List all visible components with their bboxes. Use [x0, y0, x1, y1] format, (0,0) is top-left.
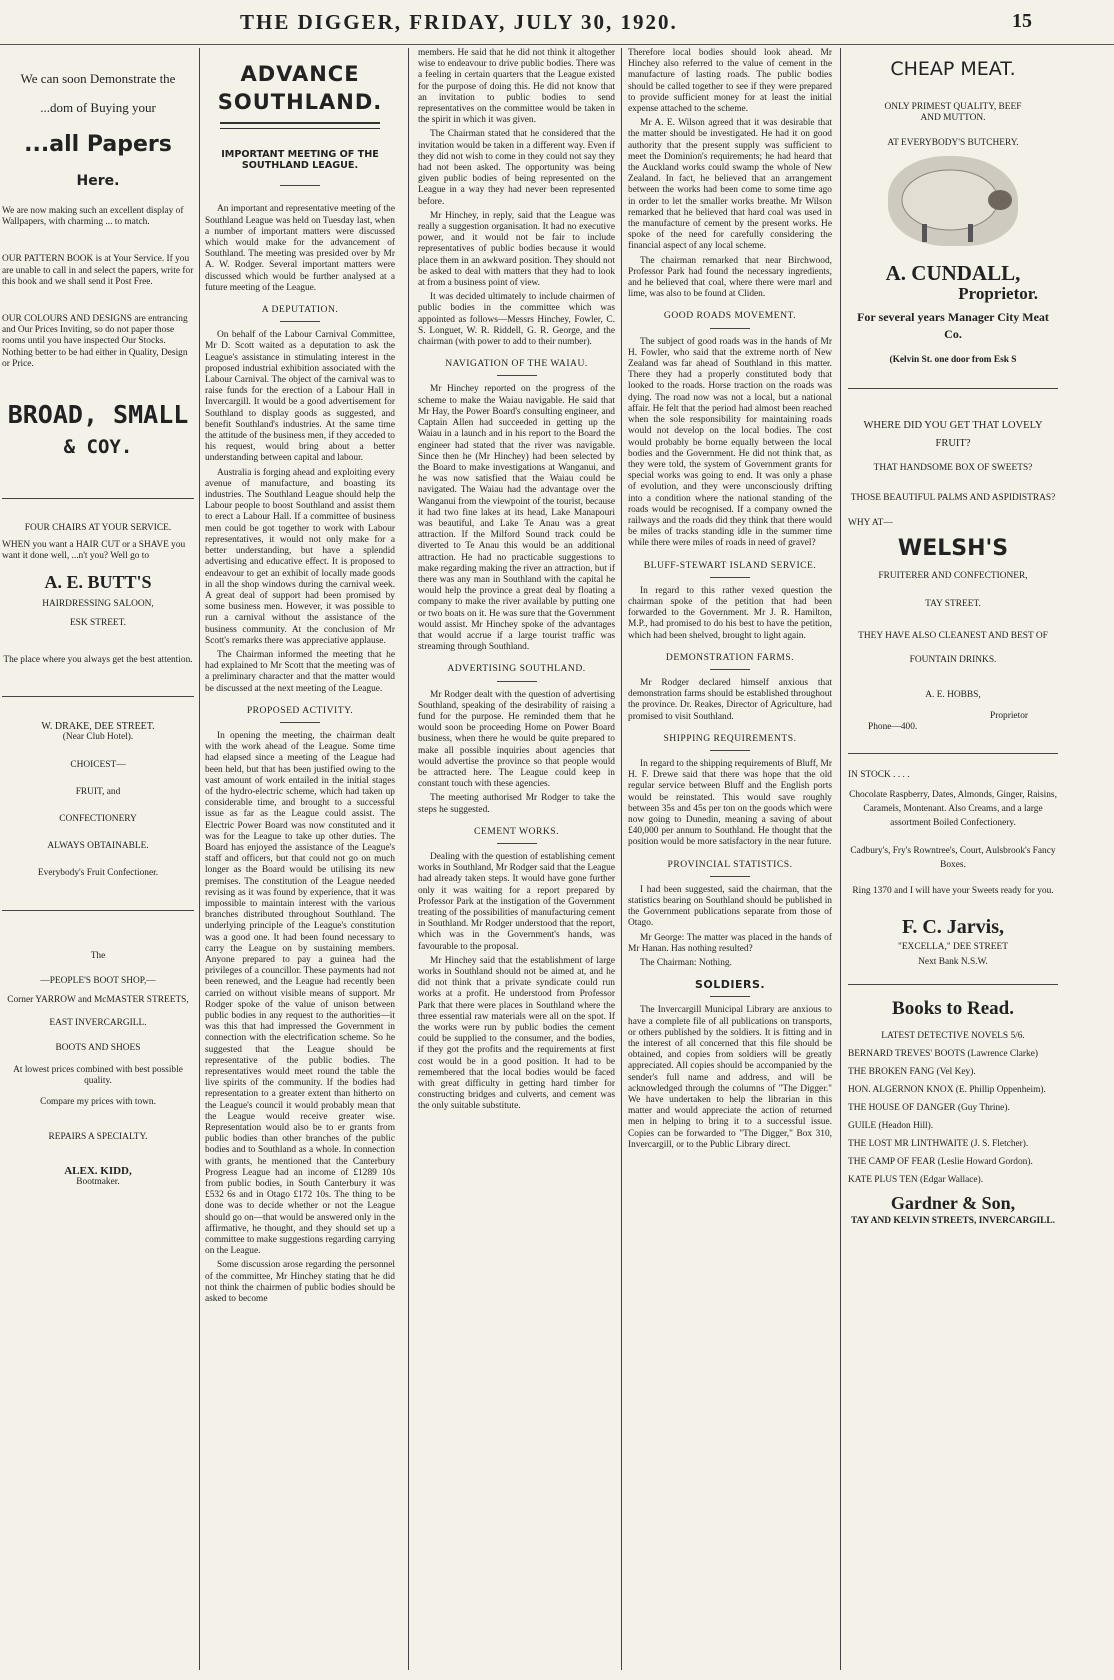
meat-ad-line: AT EVERYBODY'S BUTCHERY.: [887, 138, 1019, 149]
kidd-ad-line: Bootmaker.: [76, 1176, 120, 1187]
article-paragraph: The subject of good roads was in the hands of Mr H. Fowler, who said that the extreme north of New Zealand was far ahead of Southland in this matter. There they had a properly constituted body that looked to the roads. Horse traction on the roads was dying. The road now was not a local, but a national affair. He felt that the period had almost been reached when the sole responsibility for maintaining roads would not develop on the local bodies. The cost would probably be borne equally between the local bodies and the Government. He did not think that, as they were told, the system of Government grants for special works was going to end. It was only a phase of evolution, and they were unconsciously drifting into a condition where the national standing of the roads would be recognised. If a company owned the railways and the roads did they think that there would be miles of tracks standing idle in the summer time while there were miles of roads in need of gravel?: [628, 336, 832, 549]
section-heading: GOOD ROADS MOVEMENT.: [663, 310, 797, 322]
welsh-ad-line: THOSE BEAUTIFUL PALMS AND ASPIDISTRAS?: [850, 493, 1056, 504]
meat-ad-proprietor: Proprietor.: [958, 283, 1038, 303]
divider: [497, 375, 537, 376]
masthead-title: THE DIGGER, FRIDAY, JULY 30, 1920.: [240, 10, 678, 34]
article-paragraph: In opening the meeting, the chairman dealt with the work ahead of the League. Some time had elapsed since a meeting of the League had been held, but that has been justified owing to the vast amount of work entailed in the initial stages of the hydro-electric scheme, which had taken up considerable time, and brought to a successful issue as far as the League could assist. The Electric Power Board was now constituted and it was for the League to take up other duties. The Board has enjoyed the assistance of the League's staff and officers, but that could not go on much longer as the Board would be utilising its new premises. The constitution of the League needed revising as it was found by experience, that it was impossible to maintain interest with the various branches distributed throughout Southland. The underlying principle of the League's constitution was a good one. It had been found necessary to carry the League on by sustaining members. Anyone prepared to pay a guinea had the privileges of a councillor. These payments had not been renewed, and the League had recently been carried on without visible means of support. Mr Rodger spoke of the value of unison between public bodies in any request to the authorities—it was this that had impressed the Government in connection with the electrification scheme. So he suggested that the League should be representative of the public bodies. The representatives would meet round the table the live spirits of the community. If the bodies had representation to a greater extent than hitherto on the League's council it would probably mean that the League would receive greater wise. Representation would also be to er grants from public bodies than other branches of the public bodies and to Southland as a whole. In connection with grants, he mentioned that the Canterbury Progress League had an income of £1289 10s from public bodies, in South Canterbury it was £532 6s and in Otago £172 10s. The thing to be done was to decide whether or not the League should go on—that would be answered only in the affirmative, he thought, and they should set up a committee to make suggestions regarding carrying on the League.: [205, 730, 395, 1257]
page-number: 15: [1012, 10, 1032, 32]
article-paragraph: The Chairman: Nothing.: [640, 958, 732, 969]
article-paragraph: It was decided ultimately to include chairmen of public bodies in the committee which was appointed as follows—Messrs Hinchey, Fowler, C. S. Longuet, W. R. Riddell, G. R. George, and the chairman (with power to add to their number).: [418, 292, 615, 348]
welsh-ad-line: Proprietor: [989, 711, 1028, 722]
welsh-ad-line: TAY STREET.: [925, 598, 981, 609]
jarvis-ad-line: Ring 1370 and I will have your Sweets ready for you.: [852, 885, 1054, 896]
divider: [710, 669, 750, 670]
book-list-item: HON. ALGERNON KNOX (E. Phillip Oppenheim).: [848, 1085, 1046, 1096]
section-heading: SHIPPING REQUIREMENTS.: [663, 732, 797, 744]
divider: [710, 577, 750, 578]
ornament-rule: [220, 122, 380, 129]
kidd-ad-line: —PEOPLE'S BOOT SHOP,—: [40, 975, 156, 986]
divider: [280, 185, 320, 186]
welsh-ad-line: THAT HANDSOME BOX OF SWEETS?: [873, 463, 1033, 474]
meat-ad-line: ONLY PRIMEST QUALITY, BEEF AND MUTTON.: [884, 102, 1022, 124]
wallpaper-ad-text: OUR PATTERN BOOK is at Your Service. If you are unable to call in and select the papers, write for this book and we shall send it Post Free.: [2, 254, 194, 287]
sheep-icon: [888, 156, 1018, 246]
article-paragraph: Australia is forging ahead and exploiting every avenue of manufacture, and boasting its industries. The Southland League should help the Labour people to boost Southland and assist them to erect a Labour Hall. If a committee of business men could be got together to work with Labour representatives, it would not only make for a better understanding, but have a splendid advertising and educative effect. It is proposed to endeavour to get an exhibit of locally made goods in all the shop windows during the carnival week. A great deal of support had been promised by some business men. However, it was possible to run a carnival without the assistance of the business community. At the conclusion of Mr Scott's remarks there was appreciative applause.: [205, 467, 395, 646]
section-heading: SOLDIERS.: [694, 978, 766, 992]
divider: [2, 910, 194, 911]
butt-ad-tagline: The place where you always get the best attention.: [3, 655, 193, 666]
divider: [848, 388, 1058, 389]
meat-ad-line: (Kelvin St. one door from Esk S: [889, 354, 1017, 365]
books-ad-line: LATEST DETECTIVE NOVELS 5/6.: [881, 1031, 1025, 1042]
divider: [497, 681, 537, 682]
article-paragraph: An important and representative meeting of the Southland League was held on Tuesday last, when a number of important matters were discussed which would make for the advancement of Southland. The meeting was presided over by Mr A. W. Rodger. Several important matters were discussed which would be further analysed at a future meeting of the League.: [205, 204, 395, 293]
article-paragraph: Mr Hinchey reported on the progress of the scheme to make the Waiau navigable. He said that Mr Hay, the Power Board's consulting engineer, and Captain Allen had succeeded in getting up the Waiau in a launch and in his report to the Board the engineer had stated that the river was navigable. Since then he (Mr Hinchey) had been selected by the Board to make investigations at Wanganui, and he was now satisfied that the Waiau could be navigated. The Waiau had the advantage over the Wanganui from the viewpoint of the tourist, because it had two fine lakes at its head, Lake Manapouri was beautiful, and Lake Te Anau was a great attraction. If the Milford Sound track could be diverted to Te Anau this would be an additional attraction. He had no practicable suggestions to make regarding making the river an attraction, but if there was any man in Southland with the capital he would help the province a great deal by floating a company to make the river available by putting one or two boats on it. He was sure that the Government would assist. Mr Hinchey spoke of the advantages that would accrue if a large tourist traffic was streaming through Southland.: [418, 384, 615, 653]
wallpaper-ad-line: ...dom of Buying your: [40, 100, 156, 115]
wallpaper-ad-heading: ...all Papers: [24, 132, 172, 157]
jarvis-ad-line: Cadbury's, Fry's Rowntree's, Court, Aulsbrook's Fancy Boxes.: [850, 845, 1056, 870]
jarvis-ad-line: Chocolate Raspberry, Dates, Almonds, Ginger, Raisins, Caramels, Montenant. Also Creams, and a large assortment Boiled Confectionery.: [849, 789, 1057, 828]
book-list-item: KATE PLUS TEN (Edgar Wallace).: [848, 1175, 984, 1186]
meat-ad: [848, 54, 1058, 366]
article-paragraph: Mr Hinchey said that the establishment of large works in Southland should not be aimed at, and he did not think that a private syndicate could run works at a profit. He understood from Professor Park that there were places in Southland where the three essential raw materials were all on the spot. If the works were run by public bodies the cement could be supplied to the consumer, and the bodies, if they got the profits and the requirements at first cost would be in a good position. It had to be remembered that the local bodies would be faced with great difficulty in getting hard timber for constructing bridges and culverts, and cement was the only suitable substitute.: [418, 955, 615, 1112]
jarvis-ad-line: "EXCELLA," DEE STREET: [898, 941, 1008, 952]
column-5-ads: [848, 48, 1058, 1672]
column-3-article: [418, 48, 615, 1672]
article-paragraph: The Invercargill Municipal Library are anxious to have a complete file of all publications on transports, or others published by the soldiers. It is fitting and in the interest of all concerned that this file should be obtained, and copies from soldiers will be greatly appreciated. All copies should be accompanied by the sender's full name and address, and will be acknowledged through the columns of "The Digger." We have undertaken to help the librarian in this matter and would appreciate the action of returned men in helping to bring it to a successful issue. Copies can be forwarded to "The Digger," Box 310, Invercargill, or to the Public Library direct.: [628, 1005, 832, 1150]
kidd-ad-line: EAST INVERCARGILL.: [49, 1018, 147, 1029]
butt-ad-top: FOUR CHAIRS AT YOUR SERVICE.: [24, 523, 172, 534]
butt-ad: [2, 523, 194, 666]
divider: [497, 843, 537, 844]
welsh-ad: [848, 417, 1058, 733]
article-paragraph: Dealing with the question of establishing cement works in Southland, Mr Rodger said that the League had already taken steps. It would have gone further only it was waiting for a report prepared by Professor Park at the instigation of the Government treating of the possibilities of manufacturing cement in Southland. Mr Rodger understood that the report, which was in the Government's hands, was favourable to the proposal.: [418, 852, 615, 952]
column-divider: [621, 48, 622, 1670]
welsh-ad-line: THEY HAVE ALSO CLEANEST AND BEST OF FOUNTAIN DRINKS.: [858, 630, 1048, 665]
welsh-ad-line: Phone—400.: [868, 722, 918, 733]
divider: [848, 753, 1058, 754]
book-list-item: THE BROKEN FANG (Vel Key).: [848, 1067, 976, 1078]
meat-ad-name: A. CUNDALL,: [885, 260, 1021, 285]
wallpaper-ad-here: Here.: [76, 173, 120, 189]
article-paragraph: Mr Hinchey, in reply, said that the League was really a suggestion organisation. It had no executive power, and it would not be fair to include representatives of public bodies because it would place them in an awkward position. They should not be asked to deal with matters that they had to look at from a business point of view.: [418, 210, 615, 289]
divider: [280, 722, 320, 723]
article-paragraph: Therefore local bodies should look ahead. Mr Hinchey also referred to the value of cement in the manufacture of lasting roads. The public bodies should be called together to see if they were prepared to provide sufficient money for at least the initial expense attached to the scheme.: [628, 48, 832, 115]
section-heading: BLUFF-STEWART ISLAND SERVICE.: [643, 559, 817, 571]
divider: [848, 984, 1058, 985]
drake-ad-line: W. DRAKE, DEE STREET.: [41, 721, 155, 733]
butt-ad-name: A. E. BUTT'S: [44, 571, 152, 592]
books-ad: [848, 995, 1058, 1227]
butt-ad-text: WHEN you want a HAIR CUT or a SHAVE you want it done well, ...n't you? Well go to: [2, 540, 186, 562]
masthead: [0, 0, 1114, 45]
article-paragraph: Mr A. E. Wilson agreed that it was desirable that the matter should be investigated. He had it on good authority that the present supply was sufficient to meet the Dominion's requirements; he had heard that the Auckland works could swamp the whole of New Zealand. In fact, he believed that an arrangement between the works had been come to some time ago in order to let the smaller works breathe. Mr Wilson remarked that he believed that hard coal was used in the manufacture of cement by the present works. He spoke of the need for carefully considering the financial aspect of any local scheme.: [628, 118, 832, 252]
article-paragraph: members. He said that he did not think it altogether wise to endeavour to drive public bodies. There was a feeling in certain quarters that the League existed for the purpose of doing this. He did not know that an invitation to public bodies to send representatives on the committee would be taken in the spirit in which it was given.: [418, 48, 615, 126]
book-list-item: BERNARD TREVES' BOOTS (Lawrence Clarke): [848, 1049, 1039, 1060]
drake-ad-line: (Near Club Hotel).: [62, 732, 134, 743]
section-heading: CEMENT WORKS.: [473, 825, 560, 837]
kidd-ad-line: REPAIRS A SPECIALTY.: [48, 1132, 148, 1143]
kidd-ad-line: BOOTS AND SHOES: [55, 1043, 141, 1054]
meat-ad-heading: CHEAP MEAT.: [890, 58, 1016, 80]
jarvis-ad: [848, 770, 1058, 968]
kidd-ad-name: ALEX. KIDD,: [64, 1164, 132, 1177]
column-divider: [840, 48, 841, 1670]
kidd-ad-line: Compare my prices with town.: [40, 1097, 156, 1108]
kidd-ad-line: At lowest prices combined with best possible quality.: [13, 1064, 183, 1086]
article-paragraph: The Chairman informed the meeting that he had explained to Mr Scott that the meeting was of a preliminary character and that the matter would be discussed at the next meeting of the League.: [205, 649, 395, 694]
broad-small-name: BROAD, SMALL: [7, 400, 189, 430]
wallpaper-ad-text: We are now making such an excellent display of Wallpapers, with charming ... to match.: [2, 206, 184, 228]
books-ad-heading: Books to Read.: [892, 998, 1014, 1020]
section-heading: PROPOSED ACTIVITY.: [246, 704, 354, 716]
book-list-item: THE LOST MR LINTHWAITE (J. S. Fletcher).: [848, 1139, 1029, 1150]
meat-ad-line: For several years Manager City Meat Co.: [857, 309, 1049, 341]
wallpaper-ad: [2, 62, 194, 370]
article-paragraph: The chairman remarked that near Birchwood, Professor Park had found the necessary ingredients, and he believed that coal, where there were marl and lime, was also to be found at Cliden.: [628, 255, 832, 300]
butt-ad-sub: HAIRDRESSING SALOON,: [42, 598, 154, 609]
article-paragraph: The meeting authorised Mr Rodger to take the steps he suggested.: [418, 793, 615, 815]
article-paragraph: Some discussion arose regarding the personnel of the committee, Mr Hinchey stating that he did not think the chairmen of public bodies should be asked to become: [205, 1260, 395, 1305]
jarvis-ad-line: IN STOCK . . . .: [848, 770, 910, 781]
butt-ad-sub: ESK STREET.: [69, 617, 127, 628]
drake-ad: [2, 721, 194, 879]
welsh-ad-line: A. E. HOBBS,: [925, 689, 981, 700]
column-1-ads: [2, 48, 194, 1672]
divider: [2, 498, 194, 499]
kidd-ad-line: Corner YARROW and McMASTER STREETS,: [7, 995, 189, 1006]
books-ad-name: Gardner & Son,: [890, 1193, 1016, 1214]
divider: [710, 996, 750, 997]
book-list-item: GUILE (Headon Hill).: [848, 1121, 934, 1132]
article-paragraph: I had been suggested, said the chairman, that the statistics bearing on Southland should be published in the Government publications separate from those of Otago.: [628, 884, 832, 929]
section-heading: NAVIGATION OF THE WAIAU.: [445, 358, 588, 370]
section-heading: A DEPUTATION.: [261, 304, 339, 316]
welsh-ad-line: WHY AT—: [848, 518, 893, 529]
wallpaper-ad-line: We can soon Demonstrate the: [20, 71, 176, 86]
divider: [280, 321, 320, 322]
article-paragraph: Mr Rodger dealt with the question of advertising Southland, speaking of the desirability of raising a fund for the purpose. He reminded them that he would soon be proceeding Home on Power Board business, when there he would be quite prepared to make all possible inquiries about agencies that would advertise the province so that people would be attracted here. The League could keep in constant touch with these agencies.: [418, 689, 615, 790]
divider: [2, 696, 194, 697]
jarvis-ad-name: F. C. Jarvis,: [901, 915, 1005, 938]
welsh-ad-name: WELSH'S: [897, 536, 1009, 562]
books-list: [848, 1048, 1058, 1186]
books-ad-line: TAY AND KELVIN STREETS, INVERCARGILL.: [850, 1216, 1056, 1227]
drake-ad-line: Everybody's Fruit Confectioner.: [37, 868, 159, 879]
broad-small-coy: & COY.: [63, 436, 133, 459]
divider: [710, 328, 750, 329]
drake-ad-line: ALWAYS OBTAINABLE.: [47, 841, 149, 852]
article-paragraph: Mr Rodger declared himself anxious that demonstration farms should be established throughout the province. Dr. Reakes, Director of Agriculture, had promised to visit Southland.: [628, 677, 832, 722]
drake-ad-line: CONFECTIONERY: [59, 814, 137, 825]
jarvis-ad-line: Next Bank N.S.W.: [918, 956, 988, 967]
book-list-item: THE CAMP OF FEAR (Leslie Howard Gordon).: [848, 1157, 1033, 1168]
column-divider: [408, 48, 409, 1670]
article-paragraph: The Chairman stated that he considered that the invitation would be taken in a different way. Even if they did not wish to come in they could not say they had not been asked. The opportunity was being given public bodies of being represented on the League in a way they had never been represented before.: [418, 129, 615, 207]
wallpaper-ad-text: OUR COLOURS AND DESIGNS are entrancing and Our Prices Inviting, so do not paper those rooms until you have inspected Our Stocks. Nothing better to be had either in Quality, Design or Price.: [2, 314, 188, 369]
divider: [710, 750, 750, 751]
kidd-ad-line: The: [90, 950, 106, 961]
welsh-ad-line: FRUITERER AND CONFECTIONER,: [878, 571, 1028, 582]
divider: [710, 876, 750, 877]
sheep-illustration-icon: [888, 156, 1018, 246]
column-4-article: [628, 48, 832, 1672]
column-2-article: [205, 48, 395, 1672]
article-paragraph: In regard to the shipping requirements of Bluff, Mr H. F. Drewe said that there was hope that the old regular service between Bluff and the English ports would be reinstated. This would save roughly between 35s and 45s per ton on the goods which were now going to Dunedin, meaning a saving of about £40,000 per annum to Southland. He thought that the position would be more satisfactory in the near future.: [628, 758, 832, 848]
book-list-item: THE HOUSE OF DANGER (Guy Thrine).: [848, 1103, 1010, 1114]
drake-ad-line: FRUIT, and: [75, 786, 121, 797]
kidd-ad: [2, 951, 194, 1188]
article-subhead: IMPORTANT MEETING OF THE SOUTHLAND LEAGUE.: [221, 149, 379, 172]
welsh-ad-line: WHERE DID YOU GET THAT LOVELY FRUIT?: [863, 420, 1043, 450]
drake-ad-line: CHOICEST—: [70, 759, 126, 770]
section-heading: DEMONSTRATION FARMS.: [665, 651, 795, 663]
article-paragraph: In regard to this rather vexed question the chairman spoke of the petition that had been forwarded to the Government. Mr J. R. Hamilton, M.P., had promised to do his best to have the petition, which had been shelved, brought to light again.: [628, 585, 832, 641]
section-heading: PROVINCIAL STATISTICS.: [667, 858, 793, 870]
article-paragraph: Mr George: The matter was placed in the hands of Mr Hanan. Has nothing resulted?: [628, 932, 832, 954]
article-paragraph: On behalf of the Labour Carnival Committee, Mr D. Scott waited as a deputation to ask the League's assistance in stimulating interest in the proposed industrial exhibition associated with the Labour Carnival. The object of the carnival was to raise funds for the erection of a Labour Hall in Invercargill. It would be a good advertisement for Southland to display goods as suggested, and benefit Southland's industries. At the same time the attitude of the business men, if they acceded to his request, would bring about a better understanding between capital and labour.: [205, 330, 395, 464]
section-heading: ADVERTISING SOUTHLAND.: [447, 663, 586, 675]
broad-small-ad: [2, 398, 194, 462]
column-divider: [199, 48, 200, 1670]
article-headline: ADVANCE SOUTHLAND.: [217, 62, 383, 114]
